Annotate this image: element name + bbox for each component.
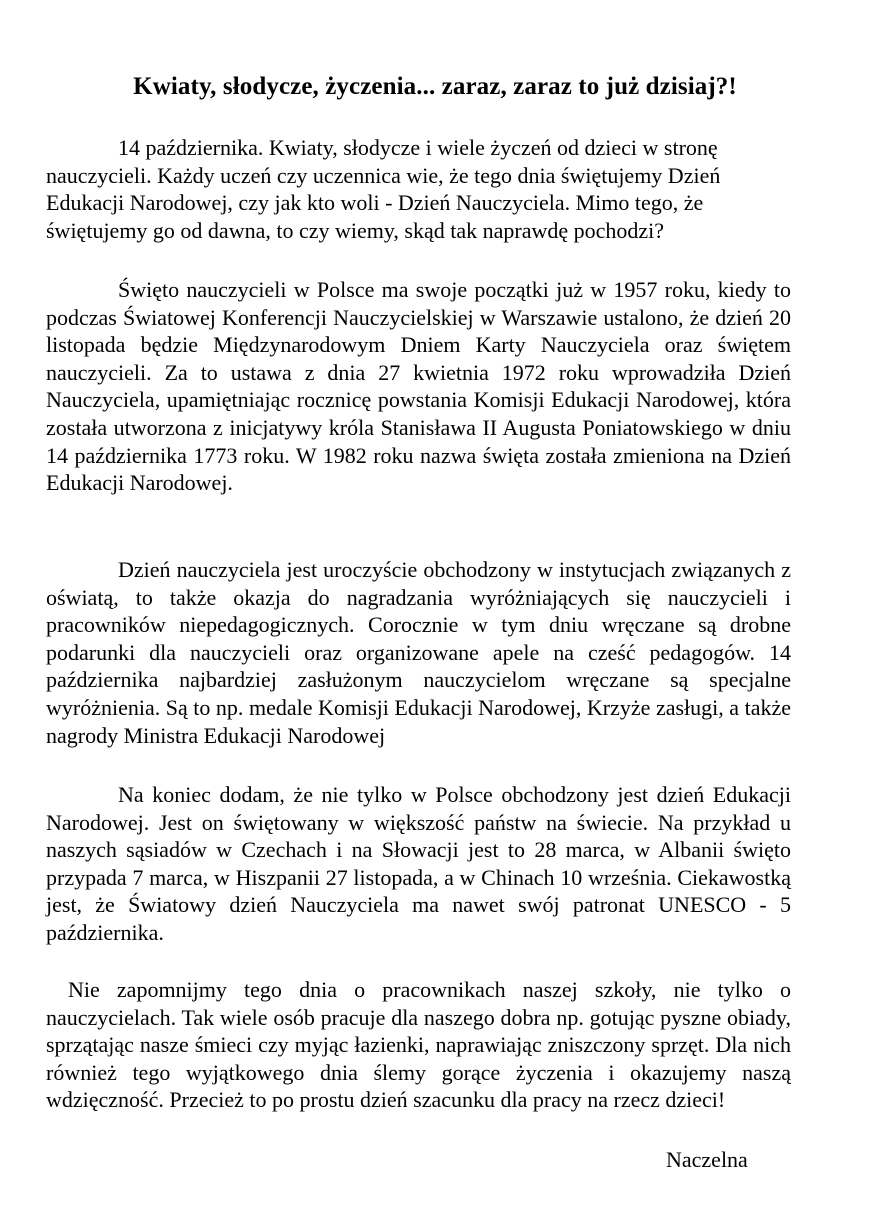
paragraph-celebration: Dzień nauczyciela jest uroczyście obchodzony w instytucjach związanych z oświatą, to także okazja do nagradzania wyróżniających się nauczycieli i pracowników niepedagogicznych. Corocznie w tym dniu wręczane są drobne podarunki dla nauczycieli oraz organizowane apele na cześć pedagogów. 14 października najbardziej zasłużonym nauczycielom wręczane są specjalne wyróżnienia. Są to np. medale Komisji Edukacji Narodowej, Krzyże zasługi, a także nagrody Ministra Edukacji Narodowej	[46, 557, 791, 748]
paragraph-staff: Nie zapomnijmy tego dnia o pracownikach naszej szkoły, nie tylko o nauczycielach. Tak wiele osób pracuje dla naszego dobra np. gotując pyszne obiady, sprzątając nasze śmieci czy myjąc łazienki, naprawiając zniszczony sprzęt. Dla nich również tego wyjątkowego dnia ślemy gorące życzenia i okazujemy naszą wdzięczność. Przecież to po prostu dzień szacunku dla pracy na rzecz dzieci!	[46, 977, 791, 1113]
paragraph-intro: 14 października. Kwiaty, słodycze i wiele życzeń od dzieci w stronę nauczycieli. Każdy uczeń czy uczennica wie, że tego dnia świętujemy Dzień Edukacji Narodowej, czy jak kto woli - Dzień Nauczyciela. Mimo tego, że świętujemy go od dawna, to czy wiemy, skąd tak naprawdę pochodzi?	[46, 135, 721, 243]
paragraph-world: Na koniec dodam, że nie tylko w Polsce obchodzony jest dzień Edukacji Narodowej. Jest on świętowany w większość państw na świecie. Na przykład u naszych sąsiadów w Czechach i na Słowacji jest to 28 marca, w Albanii święto przypada 7 marca, w Hiszpanii 27 listopada, a w Chinach 10 września. Ciekawostką jest, że Światowy dzień Nauczyciela ma nawet swój patronat UNESCO - 5 października.	[46, 782, 791, 945]
signature: Naczelna	[666, 1147, 748, 1172]
paragraph-history: Święto nauczycieli w Polsce ma swoje początki już w 1957 roku, kiedy to podczas Światowej Konferencji Nauczycielskiej w Warszawie ustalono, że dzień 20 listopada będzie Międzynarodowym Dniem Karty Nauczyciela oraz świętem nauczycieli. Za to ustawa z dnia 27 kwietnia 1972 roku wprowadziła Dzień Nauczyciela, upamiętniając rocznicę powstania Komisji Edukacji Narodowej, która została utworzona z inicjatywy króla Stanisława II Augusta Poniatowskiego w dniu 14 października 1773 roku. W 1982 roku nazwa święta została zmieniona na Dzień Edukacji Narodowej.	[46, 277, 791, 496]
article-title: Kwiaty, słodycze, życzenia... zaraz, zaraz to już dzisiaj?!	[133, 73, 737, 100]
